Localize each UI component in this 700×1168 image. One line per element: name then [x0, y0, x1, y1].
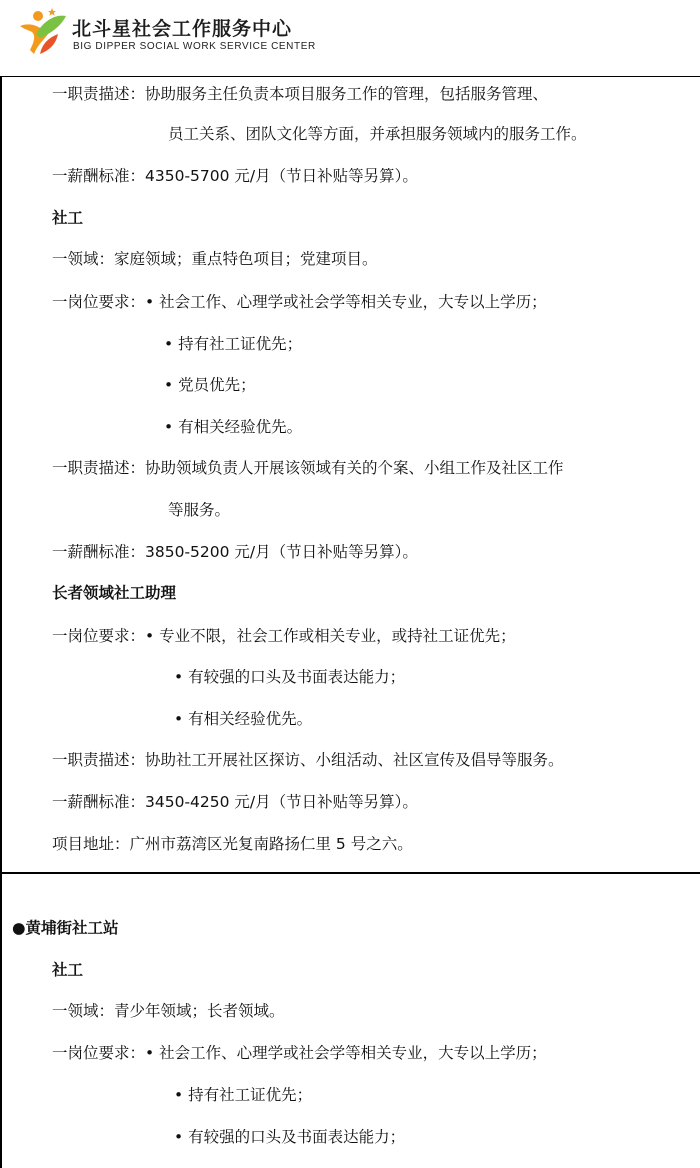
requirement-bullet: • 持有社工证优先；: [164, 335, 303, 353]
requirement-bullet: • 有较强的口头及书面表达能力；: [174, 668, 406, 686]
duty-description-line: 一职责描述：协助社工开展社区探访、小组活动、社区宣传及倡导等服务。: [52, 751, 564, 769]
header: [0, 0, 700, 70]
duty-description-line: 一职责描述：协助领域负责人开展该领域有关的个案、小组工作及社区工作: [52, 459, 564, 477]
requirement-line: 一岗位要求：• 专业不限，社会工作或相关专业，或持社工证优先；: [52, 627, 516, 645]
field-line: 一领域：家庭领域；重点特色项目；党建项目。: [52, 250, 378, 268]
duty-description-continuation: 等服务。: [168, 501, 231, 519]
salary-line: 一薪酬标准：3850-5200 元/月（节日补贴等另算）。: [52, 543, 418, 561]
position-title: 社工: [52, 209, 84, 227]
logo-chinese-name: 北斗星社会工作服务中心: [72, 18, 293, 40]
logo-english-name: BIG DIPPER SOCIAL WORK SERVICE CENTER: [73, 41, 316, 52]
requirement-bullet: • 有较强的口头及书面表达能力；: [174, 1128, 406, 1146]
salary-line: 一薪酬标准：4350-5700 元/月（节日补贴等另算）。: [52, 167, 418, 185]
project-address: 项目地址：广州市荔湾区光复南路扬仁里 5 号之六。: [52, 835, 413, 853]
requirement-line: 一岗位要求：• 社会工作、心理学或社会学等相关专业，大专以上学历；: [52, 293, 547, 311]
field-line: 一领域：青少年领域；长者领域。: [52, 1002, 285, 1020]
requirement-bullet: • 有相关经验优先。: [164, 418, 303, 436]
salary-line: 一薪酬标准：3450-4250 元/月（节日补贴等另算）。: [52, 793, 418, 811]
position-title: 长者领域社工助理: [52, 584, 177, 602]
requirement-bullet: • 有相关经验优先。: [174, 710, 313, 728]
requirement-line: 一岗位要求：• 社会工作、心理学或社会学等相关专业，大专以上学历；: [52, 1044, 547, 1062]
requirement-bullet: • 党员优先；: [164, 376, 256, 394]
station-title: ●黄埔街社工站: [12, 919, 119, 937]
requirement-bullet: • 持有社工证优先；: [174, 1086, 313, 1104]
logo-icon: [14, 4, 70, 60]
position-title: 社工: [52, 961, 84, 979]
duty-description-line: 一职责描述：协助服务主任负责本项目服务工作的管理，包括服务管理、: [52, 85, 549, 103]
duty-description-continuation: 员工关系、团队文化等方面，并承担服务领域内的服务工作。: [168, 125, 587, 143]
